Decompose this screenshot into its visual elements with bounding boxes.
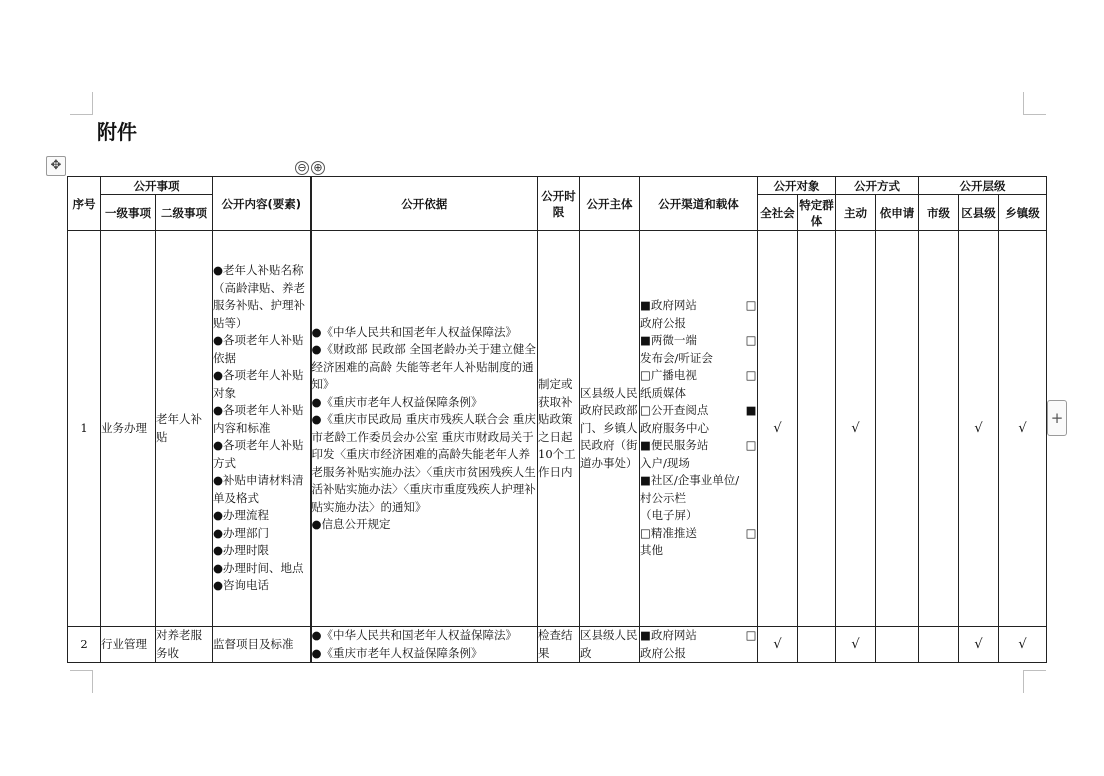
content-item: ●补贴申请材料清单及格式 <box>213 473 304 505</box>
basis-item: ●《重庆市老年人权益保障条例》 <box>311 645 483 660</box>
channel-line: （电子屏） <box>640 508 698 523</box>
content-item: ●各项老年人补贴方式 <box>213 438 304 470</box>
row-level2: 对养老服务收 <box>156 627 213 663</box>
row-channels <box>640 627 758 663</box>
row-seq: 1 <box>68 231 101 627</box>
header-level: 公开层级 <box>919 177 1047 195</box>
header-seq: 序号 <box>68 177 101 231</box>
level-city-check <box>919 231 959 627</box>
page-title: 附件 <box>97 120 137 144</box>
channel-line: □精准推送 □ <box>640 525 757 540</box>
header-channel: 公开渠道和载体 <box>640 177 758 231</box>
basis-item: ●信息公开规定 <box>311 517 391 531</box>
channel-line: □公开查阅点 ■ <box>640 403 757 418</box>
channel-line: 纸质媒体 <box>640 385 686 400</box>
row-level2: 老年人补贴 <box>156 231 213 627</box>
header-target: 公开对象 <box>758 177 836 195</box>
table-row <box>68 231 1047 627</box>
row-timelimit: 制定或获取补贴政策之日起10个工作日内 <box>538 231 580 627</box>
row-level1: 行业管理 <box>101 627 156 663</box>
row-subject: 区县级人民政府民政部门、乡镇人民政府（街道办事处） <box>580 231 640 627</box>
header-method-active: 主动 <box>836 195 876 231</box>
corner-mark-top-left <box>70 92 93 115</box>
basis-item: ●《重庆市民政局 重庆市残疾人联合会 重庆市老龄工作委员会办公室 重庆市财政局关于印发〈重庆市经济困难的高龄失能老年人养老服务补贴实施办法〉〈重庆市贫困残疾人生活补贴实施办法〉〈重庆市重度残疾人护理补贴实施办法〉的通知》 <box>311 412 536 514</box>
level-town-check: √ <box>999 231 1047 627</box>
target-special-check <box>798 627 836 663</box>
method-request-check <box>876 627 919 663</box>
row-timelimit: 检查结果 <box>538 627 580 663</box>
corner-mark-bottom-right <box>1023 670 1046 693</box>
header-subject: 公开主体 <box>580 177 640 231</box>
corner-mark-bottom-left <box>70 670 93 693</box>
channel-line: ■便民服务站 □ <box>640 438 757 453</box>
basis-item: ●《中华人民共和国老年人权益保障法》 <box>311 324 518 339</box>
content-item: ●办理部门 <box>213 525 270 540</box>
channel-line: 村公示栏 <box>640 490 686 505</box>
add-column-icon[interactable]: + <box>1047 400 1067 436</box>
content-item: ●办理时限 <box>213 543 270 558</box>
header-basis: 公开依据 <box>311 177 538 231</box>
channel-line: 其他 <box>640 543 663 558</box>
expand-icon[interactable]: ⊕ <box>311 161 325 175</box>
channel-line: 政府公报 <box>640 315 686 330</box>
content-item: ●各项老年人补贴依据 <box>213 333 304 365</box>
corner-mark-top-right <box>1023 92 1046 115</box>
collapse-icon[interactable]: ⊖ <box>295 161 309 175</box>
table-move-handle-icon[interactable]: ✥ <box>46 156 66 176</box>
target-special-check <box>798 231 836 627</box>
method-request-check <box>876 231 919 627</box>
channel-line: ■政府网站 □ <box>640 628 757 642</box>
level-district-check: √ <box>959 627 999 663</box>
header-matter: 公开事项 <box>101 177 213 195</box>
channel-line: 入户/现场 <box>640 455 690 470</box>
level-district-check: √ <box>959 231 999 627</box>
basis-item: ●《中华人民共和国老年人权益保障法》 <box>311 628 518 642</box>
channel-line: 政府公报 <box>640 645 686 660</box>
row-subject: 区县级人民政 <box>580 627 640 663</box>
channel-line: 政府服务中心 <box>640 420 709 435</box>
header-level1: 一级事项 <box>101 195 156 231</box>
header-method: 公开方式 <box>836 177 919 195</box>
header-target-all: 全社会 <box>758 195 798 231</box>
disclosure-table <box>67 176 1047 663</box>
row-level1: 业务办理 <box>101 231 156 627</box>
level-city-check <box>919 627 959 663</box>
row-channels <box>640 231 758 627</box>
channel-line: 发布会/听证会 <box>640 350 713 365</box>
channel-line: ■两微一端 □ <box>640 333 757 348</box>
row-basis <box>311 627 538 663</box>
header-level-city: 市级 <box>919 195 959 231</box>
header-timelimit: 公开时限 <box>538 177 580 231</box>
row-basis <box>311 231 538 627</box>
row-content <box>213 627 311 663</box>
header-method-request: 依申请 <box>876 195 919 231</box>
header-level-town: 乡镇级 <box>999 195 1047 231</box>
content-item: ●办理时间、地点 <box>213 560 304 575</box>
content-item: ●老年人补贴名称（高龄津贴、养老服务补贴、护理补贴等） <box>213 263 305 330</box>
basis-item: ●《重庆市老年人权益保障条例》 <box>311 394 483 409</box>
basis-item: ●《财政部 民政部 全国老龄办关于建立健全经济困难的高龄 失能等老年人补贴制度的通知》 <box>311 342 536 391</box>
header-target-special: 特定群体 <box>798 195 836 231</box>
level-town-check: √ <box>999 627 1047 663</box>
method-active-check: √ <box>836 231 876 627</box>
content-item: 监督项目及标准 <box>213 636 294 651</box>
content-item: ●咨询电话 <box>213 578 270 593</box>
channel-line: ■社区/企事业单位/ <box>640 473 740 488</box>
channel-line: ■政府网站 □ <box>640 298 757 313</box>
content-item: ●办理流程 <box>213 508 270 523</box>
row-seq: 2 <box>68 627 101 663</box>
table-row <box>68 627 1047 663</box>
channel-line: □广播电视 □ <box>640 368 757 383</box>
content-item: ●各项老年人补贴对象 <box>213 368 304 400</box>
header-level-district: 区县级 <box>959 195 999 231</box>
target-all-check: √ <box>758 231 798 627</box>
content-item: ●各项老年人补贴内容和标准 <box>213 403 304 435</box>
header-level2: 二级事项 <box>156 195 213 231</box>
target-all-check: √ <box>758 627 798 663</box>
header-content: 公开内容(要素) <box>213 177 311 231</box>
row-content <box>213 231 311 627</box>
method-active-check: √ <box>836 627 876 663</box>
